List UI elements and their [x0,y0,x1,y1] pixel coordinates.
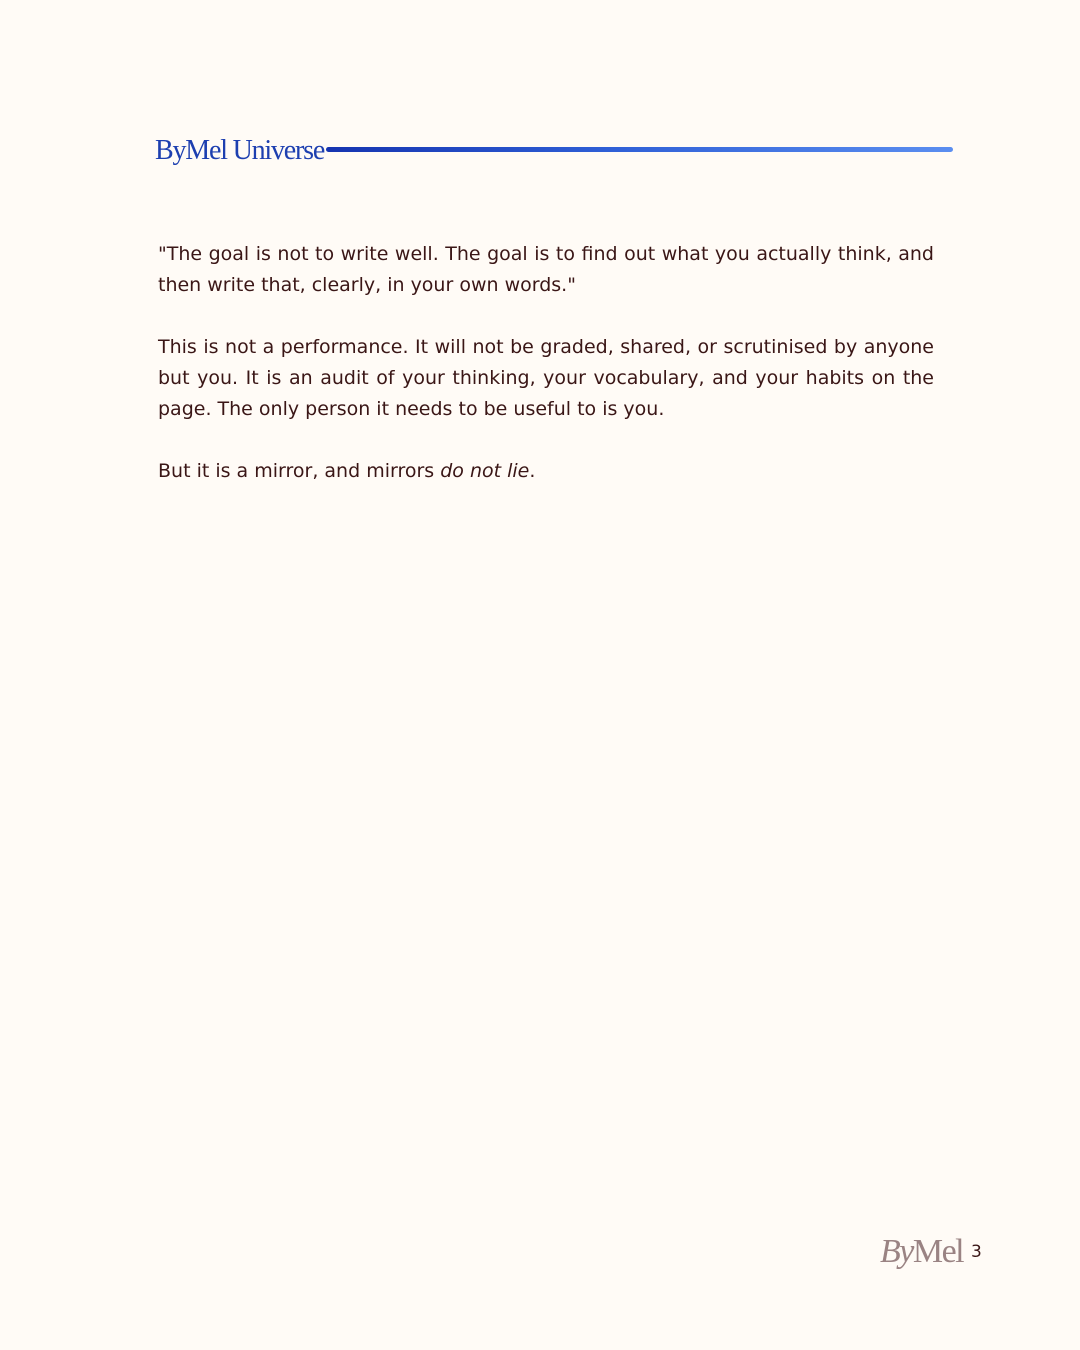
brand-logo: ByMel Universe [155,135,325,166]
closing-paragraph [158,456,934,487]
closing-emphasis: do not lie [440,460,530,482]
intro-paragraph: This is not a performance. It will not be graded, shared, or scrutinised by anyone but you. It is an audit of your thinking, your vocabulary, and your habits on the page. The only person it needs to be useful to is you. [158,336,934,420]
header-rule [326,147,953,152]
closing-end: . [529,460,536,482]
page-number: 3 [971,1242,982,1262]
footer-logo-by: By [880,1233,913,1270]
quote-paragraph: "The goal is not to write well. The goal is to find out what you actually think, and then write that, clearly, in your own words." [158,243,934,296]
main-content [158,239,934,518]
closing-lead: But it is a mirror, and mirrors [158,460,441,482]
page-header [155,134,953,174]
footer-logo [880,1232,963,1272]
footer-logo-mel: Mel [912,1233,964,1270]
